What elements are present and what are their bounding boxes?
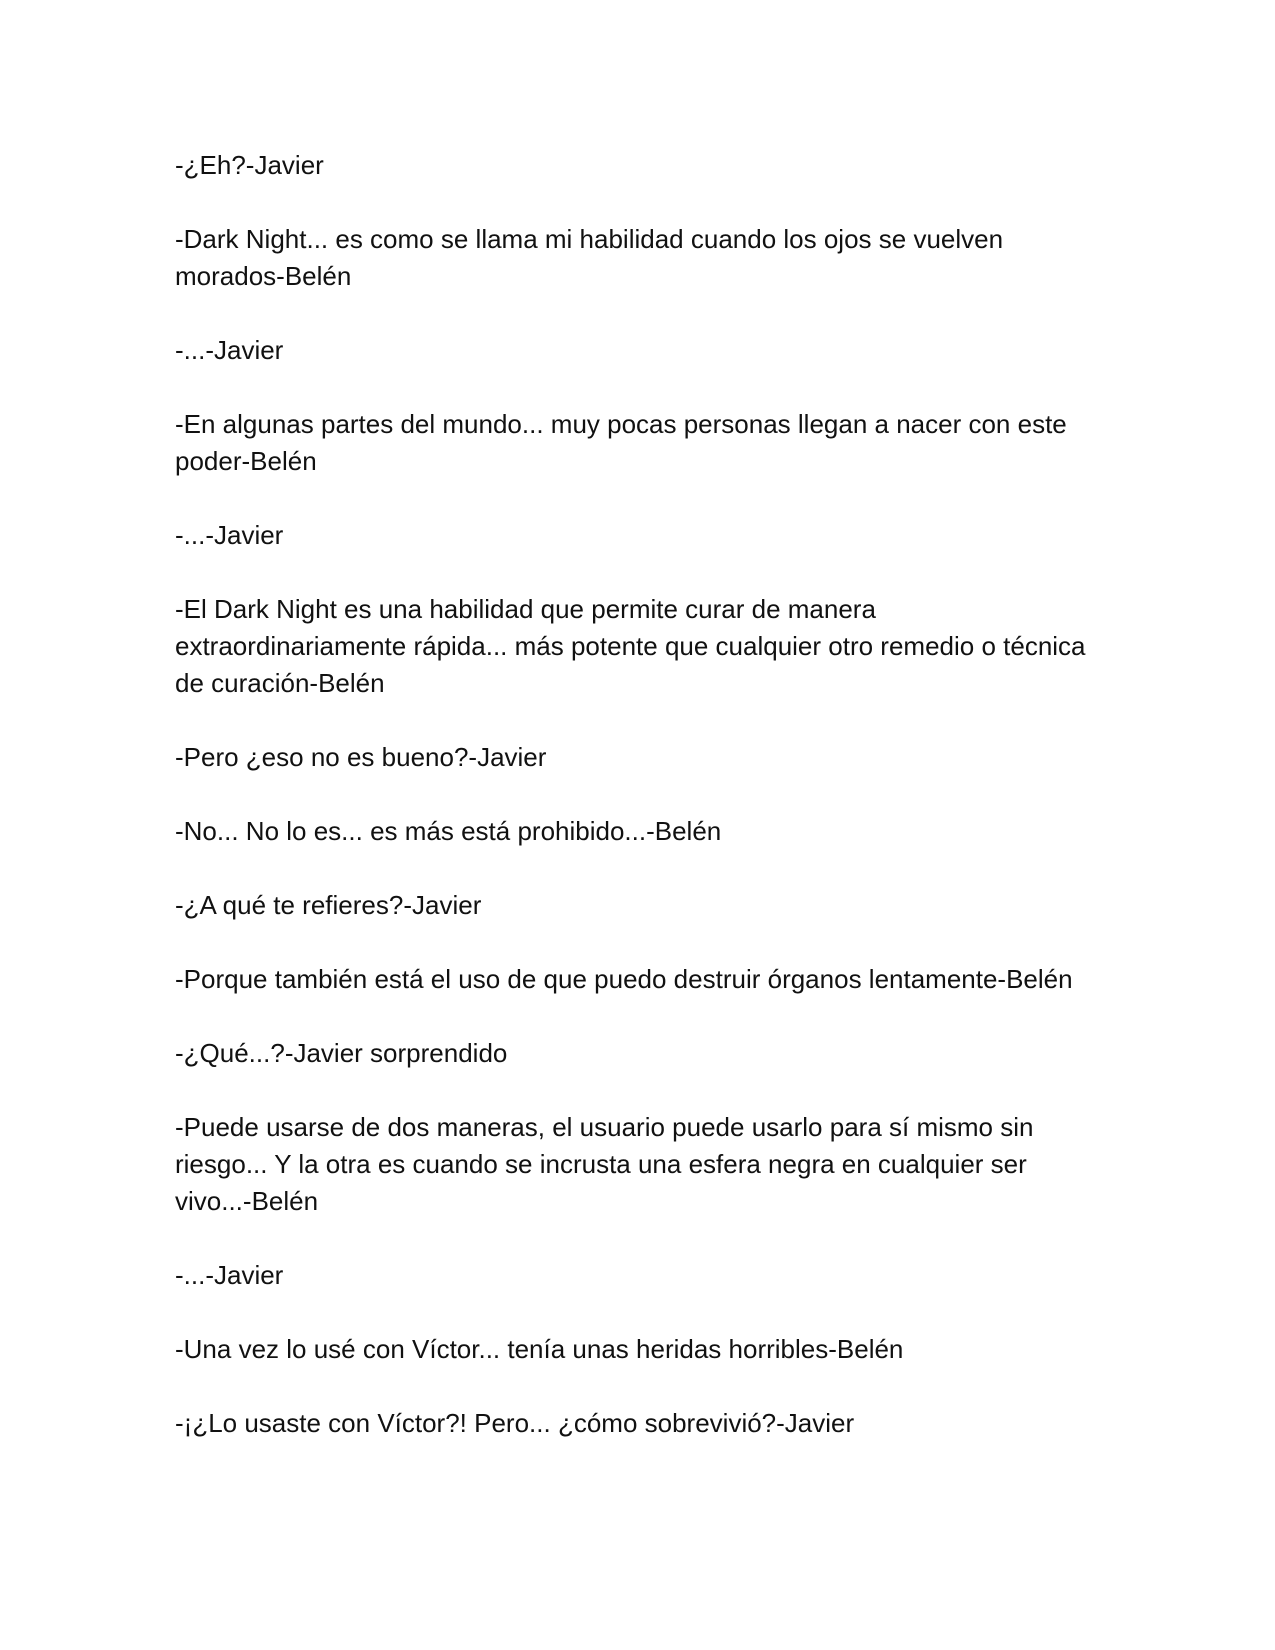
document-body: [175, 147, 1095, 1442]
dialogue-paragraph: -Porque también está el uso de que puedo destruir órganos lentamente-Belén: [175, 964, 1073, 994]
dialogue-paragraph: -Dark Night... es como se llama mi habilidad cuando los ojos se vuelven morados-Belén: [175, 224, 1011, 291]
dialogue-paragraph: -¡¿Lo usaste con Víctor?! Pero... ¿cómo sobrevivió?-Javier: [175, 1408, 855, 1438]
dialogue-paragraph: -¿Qué...?-Javier sorprendido: [175, 1038, 508, 1068]
dialogue-paragraph: -No... No lo es... es más está prohibido...-Belén: [175, 816, 722, 846]
dialogue-paragraph: -...-Javier: [175, 1260, 284, 1290]
dialogue-paragraph: -El Dark Night es una habilidad que permite curar de manera extraordinariamente rápida... más potente que cualquier otro remedio o técnica de curación-Belén: [175, 594, 1093, 698]
dialogue-paragraph: -¿Eh?-Javier: [175, 150, 324, 180]
dialogue-paragraph: -¿A qué te refieres?-Javier: [175, 890, 482, 920]
dialogue-paragraph: -Pero ¿eso no es bueno?-Javier: [175, 742, 547, 772]
dialogue-paragraph: -Una vez lo usé con Víctor... tenía unas heridas horribles-Belén: [175, 1334, 904, 1364]
dialogue-paragraph: -...-Javier: [175, 335, 284, 365]
dialogue-paragraph: -...-Javier: [175, 520, 284, 550]
dialogue-paragraph: -Puede usarse de dos maneras, el usuario puede usarlo para sí mismo sin riesgo... Y la otra es cuando se incrusta una esfera negra en cualquier ser vivo...-Belén: [175, 1112, 1041, 1216]
dialogue-paragraph: -En algunas partes del mundo... muy pocas personas llegan a nacer con este poder-Belén: [175, 409, 1074, 476]
